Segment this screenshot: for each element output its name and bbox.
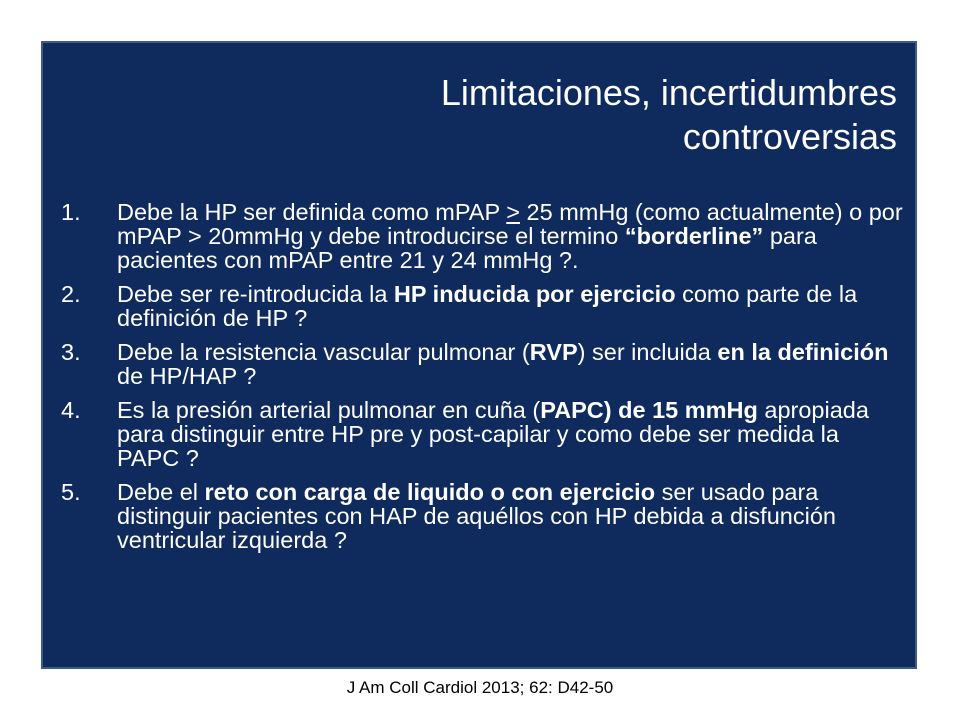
citation: J Am Coll Cardiol 2013; 62: D42-50 bbox=[346, 678, 614, 697]
list-item-text bbox=[117, 340, 903, 388]
text-segment: Debe ser re-introducida la bbox=[117, 281, 394, 307]
bold-text-segment: PAPC) de 15 mmHg bbox=[540, 397, 758, 423]
text-segment: apropiada para distinguir entre HP pre y post-capilar y como debe ser medida la PAPC ? bbox=[117, 397, 869, 471]
text-segment: ser usado para distinguir pacientes con HAP de aquéllos con HP debida a disfunción ventricular izquierda ? bbox=[117, 479, 836, 553]
text-segment: Debe la resistencia vascular pulmonar ( bbox=[117, 339, 530, 365]
bold-text-segment: reto con carga de liquido o con ejercicio bbox=[204, 479, 656, 505]
list-item-number: 5. bbox=[61, 479, 81, 505]
list-item-number: 1. bbox=[61, 199, 81, 225]
list-item-number: 3. bbox=[61, 339, 81, 365]
list-item bbox=[61, 398, 903, 470]
bold-text-segment: RVP bbox=[529, 339, 578, 365]
list-item-text bbox=[117, 282, 903, 330]
text-segment: como parte de la definición de HP ? bbox=[117, 281, 858, 331]
list-item-text bbox=[117, 398, 903, 470]
text-segment: 25 mmHg (como actualmente) o por mPAP > 20mmHg y debe introducirse el termino bbox=[117, 199, 903, 249]
text-segment: Debe el bbox=[117, 479, 205, 505]
text-segment: para pacientes con mPAP entre 21 y 24 mmHg ?. bbox=[117, 223, 817, 273]
greater-equal-symbol: > bbox=[506, 199, 520, 225]
slide-title-line-1: Limitaciones, incertidumbres bbox=[440, 72, 897, 113]
text-segment: Debe la HP ser definida como mPAP bbox=[117, 199, 507, 225]
list-item bbox=[61, 200, 903, 272]
list-item-number: 2. bbox=[61, 281, 81, 307]
question-list bbox=[61, 200, 903, 562]
text-segment: de HP/HAP ? bbox=[117, 363, 257, 389]
bold-text-segment: en la definición bbox=[717, 339, 889, 365]
slide-title bbox=[117, 71, 897, 159]
bold-text-segment: HP inducida por ejercicio bbox=[393, 281, 676, 307]
list-item-text bbox=[117, 200, 903, 272]
list-item-number: 4. bbox=[61, 397, 81, 423]
list-item bbox=[61, 340, 903, 388]
slide-title-line-2: controversias bbox=[682, 116, 897, 157]
bold-text-segment: “borderline” bbox=[624, 223, 764, 249]
list-item bbox=[61, 282, 903, 330]
list-item bbox=[61, 480, 903, 552]
list-item-text bbox=[117, 480, 903, 552]
text-segment: Es la presión arterial pulmonar en cuña ( bbox=[117, 397, 541, 423]
slide-panel bbox=[41, 41, 917, 669]
text-segment: ) ser incluida bbox=[577, 339, 718, 365]
